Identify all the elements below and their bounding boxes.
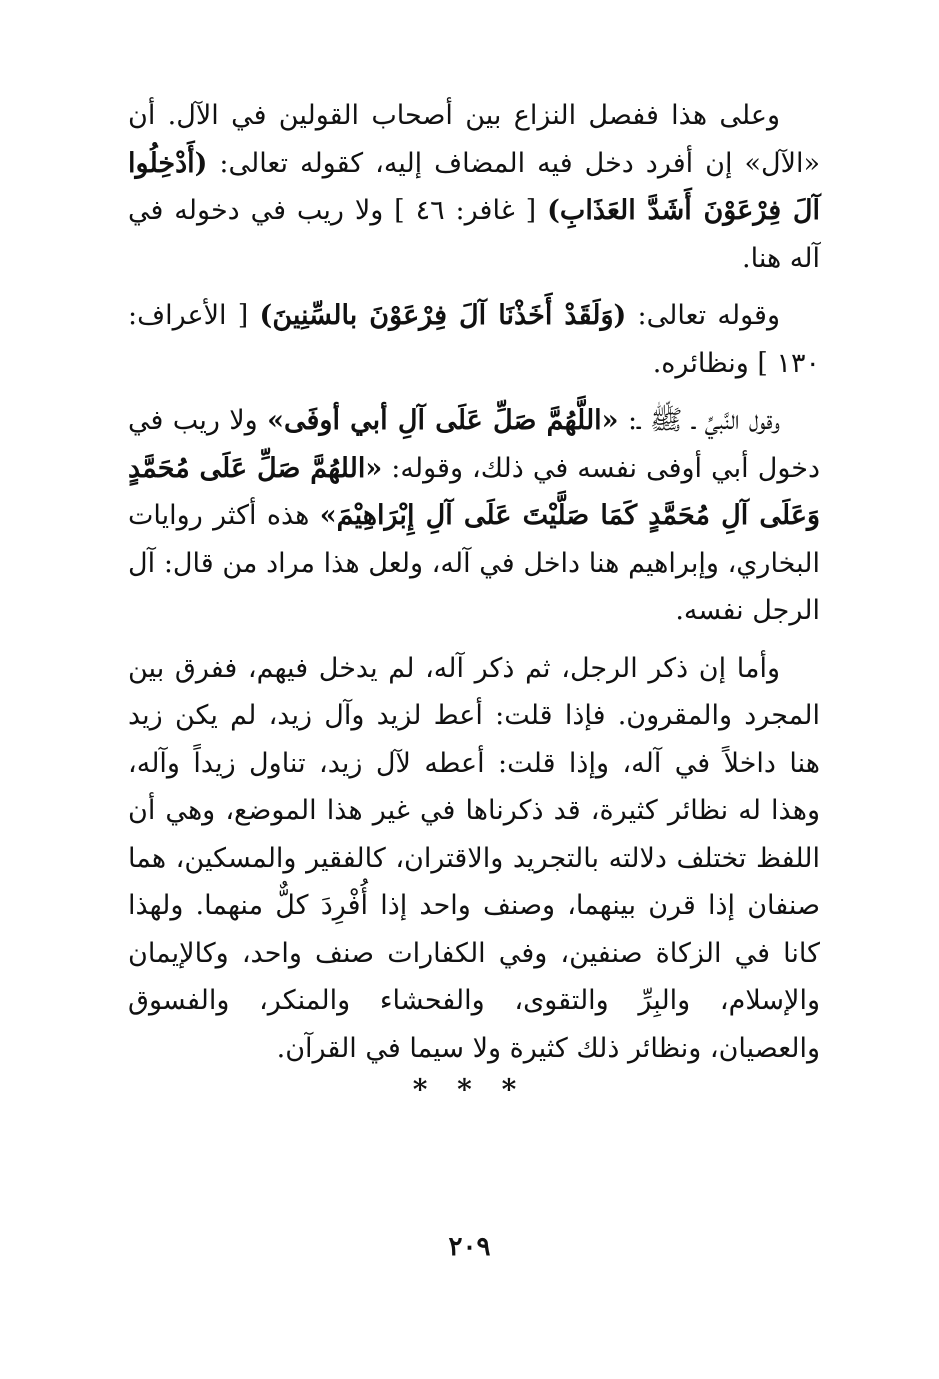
hadith-quote-abi-awfa: «اللَّهُمَّ صَلِّ عَلَى آلِ أبي أوفَى» xyxy=(267,405,619,436)
page-number: ٢٠٩ xyxy=(448,1232,491,1262)
section-separator: * * * xyxy=(412,1073,527,1106)
paragraph-2-text: وقوله تعالى: xyxy=(626,300,780,331)
paragraph-2 xyxy=(128,292,820,387)
paragraph-4-text: وأما إن ذكر الرجل، ثم ذكر آله، لم يدخل فيهم، ففرق بين المجرد والمقرون. فإذا قلت: أعط لزيد وآل زيد، لم يكن زيد هنا داخلاً في آله، وإذا قلت: أعطه لآل زيد، تناول زيداً وآله، وهذا له نظائر كثيرة، قد ذكرناها في غير هذا الموضع، وهي أن اللفظ تختلف دلالته بالتجريد والاقتران، كالفقير والمسكين، هما صنفان إذا قرن بينهما، وصنف واحد إذا أُفْرِدَ كلٌّ منهما. ولهذا كانا في الزكاة صنفين، وفي الكفارات صنف واحد، وكالإيمان والإسلام، والبِرِّ والتقوى، والفحشاء والمنكر، والفسوق والعصيان، ونظائر ذلك كثيرة ولا سيما في القرآن. xyxy=(128,652,820,1064)
page-body xyxy=(128,92,820,1082)
paragraph-3-text-mid: ولا ريب في دخول أبي أوفى نفسه في ذلك، وقوله: xyxy=(128,405,820,484)
paragraph-4 xyxy=(128,645,820,1073)
paragraph-1-text: وعلى هذا ففصل النزاع بين أصحاب القولين في الآل. أن «الآل» إن أفرد دخل فيه المضاف إليه، كقوله تعالى: xyxy=(128,100,820,179)
paragraph-3-text-end: هذه أكثر روايات البخاري، وإبراهيم هنا داخل في آله، ولعل هذا مراد من قال: آل الرجل نفسه. xyxy=(128,500,820,626)
quran-quote-araf: (وَلَقَدْ أَخَذْنَا آلَ فِرْعَوْنَ بالسِّنِينَ) xyxy=(259,300,627,331)
hadith-quote-salawat: «اللهُمَّ صَلِّ عَلَى مُحَمَّدٍ وَعَلَى آلِ مُحَمَّدٍ كَمَا صَلَّيْتَ عَلَى آلِ إِبْرَاهِيْمَ» xyxy=(128,452,820,531)
paragraph-3-text: وقول النَّبيِّ ـ ﷺ ـ: xyxy=(618,405,780,436)
paragraph-3 xyxy=(128,397,820,635)
paragraph-1 xyxy=(128,92,820,282)
paragraph-2-text-end: [ الأعراف: ١٣٠ ] ونظائره. xyxy=(128,300,820,379)
quran-quote-ghafir: (أَدْخِلُوا آلَ فِرْعَوْنَ أَشَدَّ العَذَابِ) xyxy=(128,147,821,226)
paragraph-1-text-end: [ غافر: ٤٦ ] ولا ريب في دخوله في آله هنا. xyxy=(128,195,820,274)
